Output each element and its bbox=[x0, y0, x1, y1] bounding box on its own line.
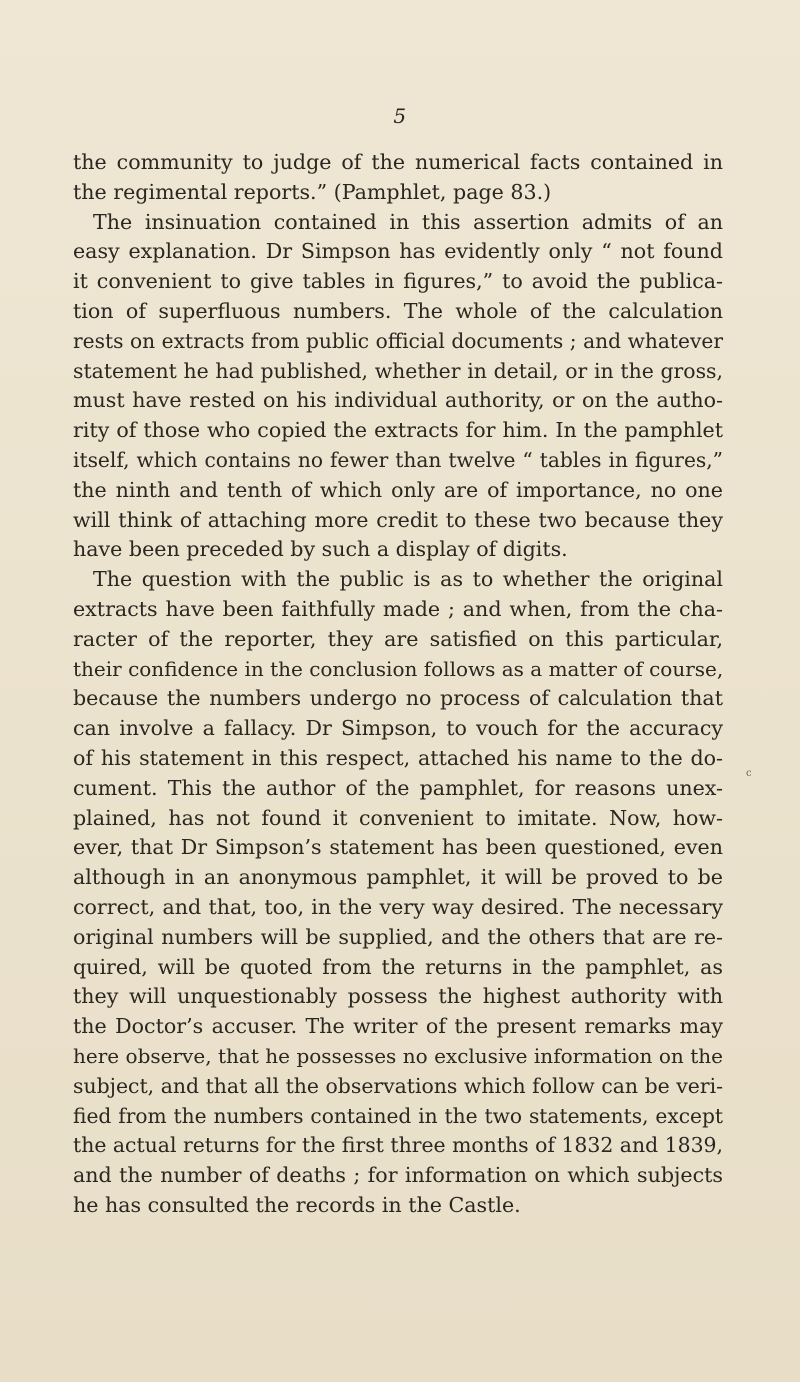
text-line: statement he had published, whether in detail, or in the gross, bbox=[73, 358, 723, 383]
text-line: they will unquestionably possess the highest authority with bbox=[73, 984, 723, 1009]
text-line: subject, and that all the observations which follow can be veri- bbox=[73, 1073, 723, 1098]
text-line: the regimental reports.” (Pamphlet, page 83.) bbox=[73, 179, 552, 204]
text-line: although in an anonymous pamphlet, it will be proved to be bbox=[73, 865, 723, 890]
text-line: original numbers will be supplied, and the others that are re- bbox=[73, 924, 723, 949]
text-line: rests on extracts from public official documents ; and whatever bbox=[73, 328, 723, 353]
text-line: have been preceded by such a display of digits. bbox=[73, 537, 568, 562]
text-line: extracts have been faithfully made ; and when, from the cha- bbox=[73, 596, 723, 621]
text-line: tion of superfluous numbers. The whole of the calculation bbox=[73, 298, 723, 323]
text-line: easy explanation. Dr Simpson has evidently only “ not found bbox=[73, 239, 723, 264]
text-line: racter of the reporter, they are satisfied on this particular, bbox=[73, 626, 723, 651]
body-text bbox=[73, 148, 723, 1221]
text-line: must have rested on his individual authority, or on the autho- bbox=[73, 388, 723, 413]
paragraph-start-line: The question with the public is as to whether the original bbox=[93, 567, 723, 592]
text-line: and the number of deaths ; for information on which subjects bbox=[73, 1163, 723, 1188]
text-line: correct, and that, too, in the very way desired. The necessary bbox=[73, 894, 723, 919]
text-line: of his statement in this respect, attached his name to the do- bbox=[73, 745, 723, 770]
text-line: he has consulted the records in the Castle. bbox=[73, 1192, 521, 1217]
text-line: the community to judge of the numerical facts contained in bbox=[73, 150, 723, 174]
text-line: quired, will be quoted from the returns in the pamphlet, as bbox=[73, 954, 723, 979]
text-line: because the numbers undergo no process of calculation that bbox=[73, 686, 723, 711]
page-number: 5 bbox=[393, 104, 407, 128]
text-line: ever, that Dr Simpson’s statement has been questioned, even bbox=[73, 835, 723, 860]
text-line: will think of attaching more credit to these two because they bbox=[73, 507, 723, 532]
text-line: the actual returns for the first three months of 1832 and 1839, bbox=[73, 1133, 723, 1158]
text-line: can involve a fallacy. Dr Simpson, to vouch for the accuracy bbox=[73, 716, 723, 741]
text-line: the ninth and tenth of which only are of importance, no one bbox=[73, 477, 723, 502]
text-line: plained, has not found it convenient to imitate. Now, how- bbox=[73, 805, 723, 830]
text-line: fied from the numbers contained in the two statements, except bbox=[73, 1103, 723, 1128]
text-line: rity of those who copied the extracts for him. In the pamphlet bbox=[73, 418, 723, 443]
text-line: here observe, that he possesses no exclusive information on the bbox=[73, 1043, 723, 1068]
signature-mark: c bbox=[746, 768, 752, 779]
paragraph-start-line: The insinuation contained in this assertion admits of an bbox=[93, 209, 723, 234]
text-line: their confidence in the conclusion follows as a matter of course, bbox=[73, 656, 724, 681]
text-line: it convenient to give tables in figures,” to avoid the publica- bbox=[73, 269, 723, 294]
text-line: itself, which contains no fewer than twelve “ tables in figures,” bbox=[73, 447, 723, 472]
text-line: the Doctor’s accuser. The writer of the present remarks may bbox=[73, 1014, 723, 1039]
text-line: cument. This the author of the pamphlet, for reasons unex- bbox=[73, 775, 723, 800]
